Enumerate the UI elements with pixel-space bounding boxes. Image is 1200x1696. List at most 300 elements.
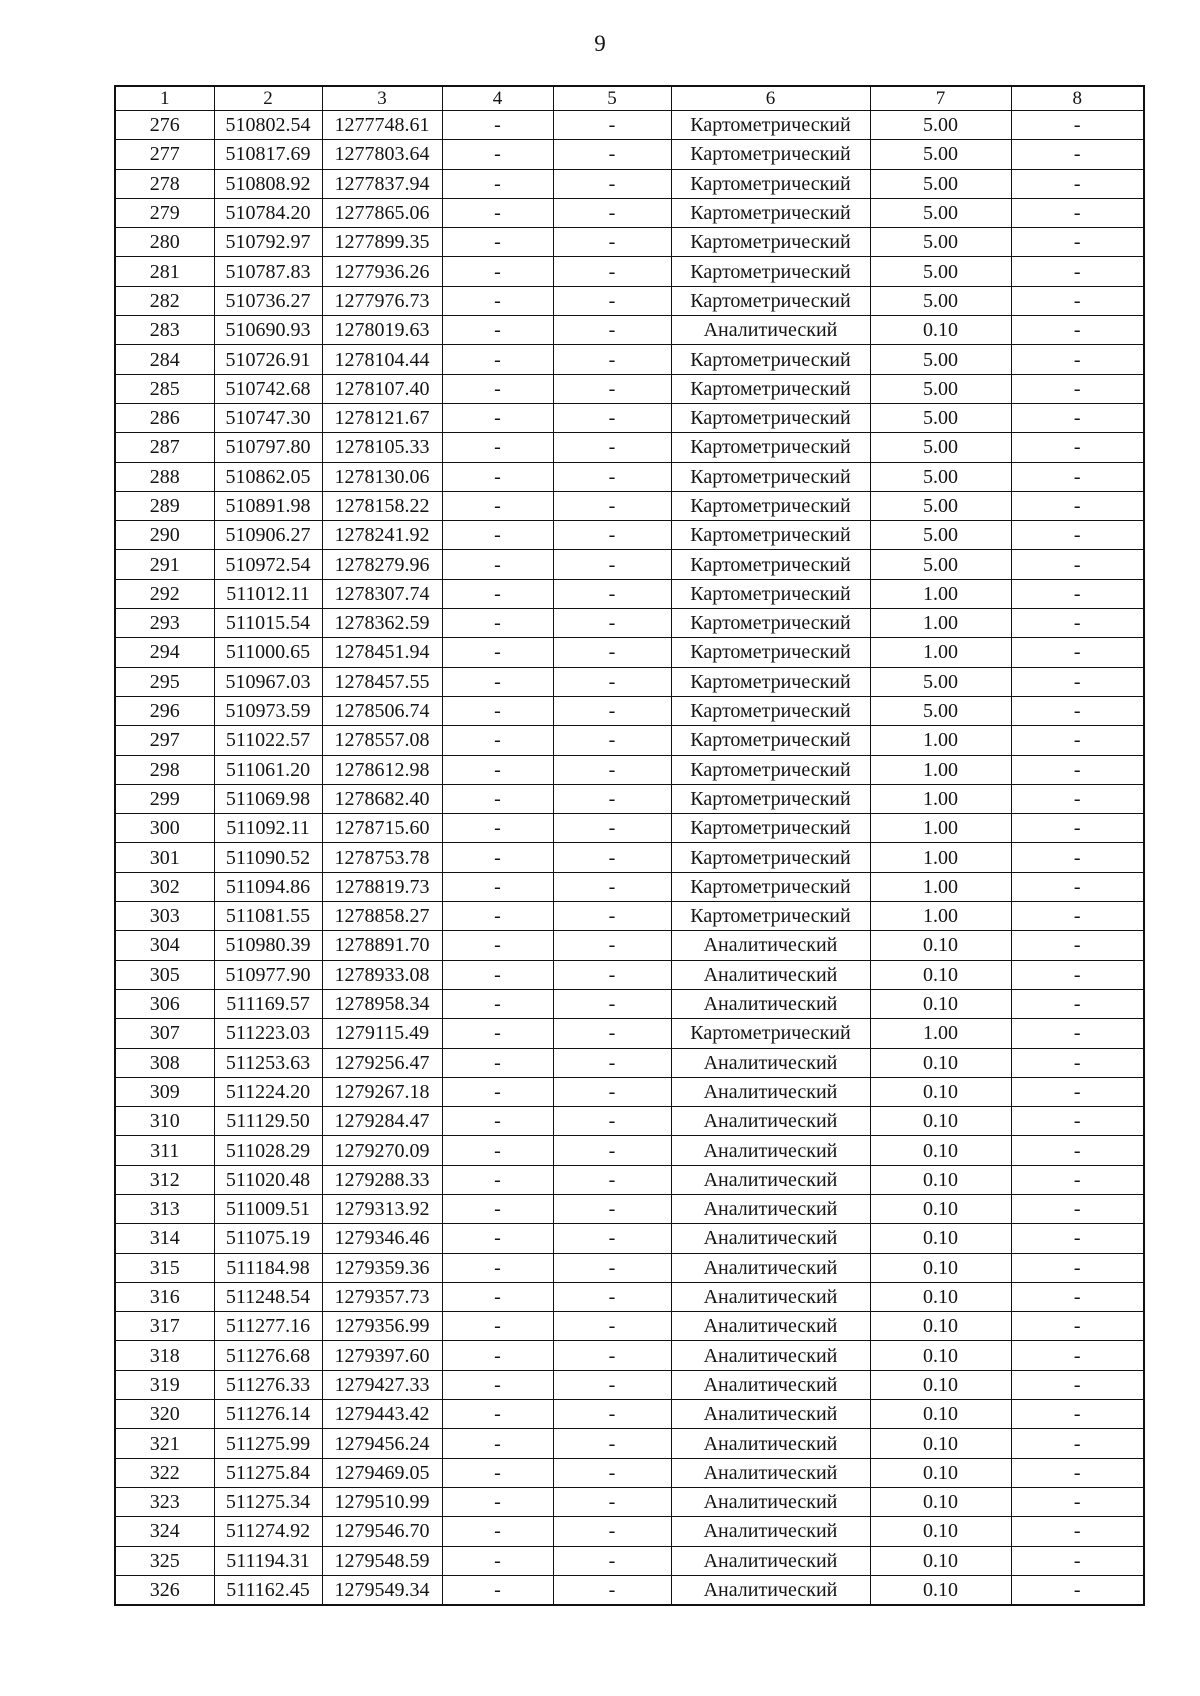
- method-cell: Картометрический: [671, 784, 870, 813]
- method-cell: Картометрический: [671, 111, 870, 140]
- column-5-cell: -: [553, 1253, 671, 1282]
- column-5-cell: -: [553, 1136, 671, 1165]
- method-cell: Аналитический: [671, 1370, 870, 1399]
- column-5-cell: -: [553, 755, 671, 784]
- accuracy-cell: 0.10: [870, 1136, 1011, 1165]
- column-4-cell: -: [442, 755, 553, 784]
- y-coordinate-cell: 1278858.27: [322, 902, 442, 931]
- column-8-cell: -: [1011, 1400, 1144, 1429]
- x-coordinate-cell: 510784.20: [214, 198, 322, 227]
- x-coordinate-cell: 511009.51: [214, 1194, 322, 1223]
- column-header: 5: [553, 86, 671, 111]
- y-coordinate-cell: 1277936.26: [322, 257, 442, 286]
- table-row: [115, 1282, 1144, 1311]
- y-coordinate-cell: 1278506.74: [322, 696, 442, 725]
- x-coordinate-cell: 510787.83: [214, 257, 322, 286]
- table-row: [115, 1077, 1144, 1106]
- column-5-cell: -: [553, 1224, 671, 1253]
- method-cell: Аналитический: [671, 989, 870, 1018]
- column-5-cell: -: [553, 198, 671, 227]
- column-8-cell: -: [1011, 374, 1144, 403]
- y-coordinate-cell: 1278557.08: [322, 726, 442, 755]
- accuracy-cell: 0.10: [870, 1487, 1011, 1516]
- column-5-cell: -: [553, 257, 671, 286]
- y-coordinate-cell: 1279267.18: [322, 1077, 442, 1106]
- x-coordinate-cell: 511015.54: [214, 609, 322, 638]
- column-8-cell: -: [1011, 1077, 1144, 1106]
- column-5-cell: -: [553, 872, 671, 901]
- x-coordinate-cell: 511275.84: [214, 1458, 322, 1487]
- column-5-cell: -: [553, 726, 671, 755]
- accuracy-cell: 0.10: [870, 1194, 1011, 1223]
- accuracy-cell: 5.00: [870, 491, 1011, 520]
- method-cell: Аналитический: [671, 1077, 870, 1106]
- table-row: [115, 491, 1144, 520]
- accuracy-cell: 0.10: [870, 1312, 1011, 1341]
- coordinates-table-wrapper: [114, 85, 1145, 1606]
- x-coordinate-cell: 511277.16: [214, 1312, 322, 1341]
- table-header-row: [115, 86, 1144, 111]
- method-cell: Картометрический: [671, 1019, 870, 1048]
- column-8-cell: -: [1011, 1517, 1144, 1546]
- column-4-cell: -: [442, 609, 553, 638]
- table-row: [115, 1253, 1144, 1282]
- y-coordinate-cell: 1279548.59: [322, 1546, 442, 1575]
- x-coordinate-cell: 510736.27: [214, 286, 322, 315]
- column-5-cell: -: [553, 345, 671, 374]
- method-cell: Картометрический: [671, 433, 870, 462]
- column-5-cell: -: [553, 902, 671, 931]
- method-cell: Аналитический: [671, 1136, 870, 1165]
- point-number-cell: 277: [115, 140, 214, 169]
- column-8-cell: -: [1011, 989, 1144, 1018]
- method-cell: Аналитический: [671, 1253, 870, 1282]
- column-4-cell: -: [442, 286, 553, 315]
- column-5-cell: -: [553, 1341, 671, 1370]
- column-8-cell: -: [1011, 609, 1144, 638]
- column-8-cell: -: [1011, 1312, 1144, 1341]
- y-coordinate-cell: 1279510.99: [322, 1487, 442, 1516]
- table-row: [115, 286, 1144, 315]
- column-4-cell: -: [442, 345, 553, 374]
- method-cell: Аналитический: [671, 1312, 870, 1341]
- accuracy-cell: 5.00: [870, 521, 1011, 550]
- table-row: [115, 1048, 1144, 1077]
- column-8-cell: -: [1011, 198, 1144, 227]
- column-4-cell: -: [442, 1458, 553, 1487]
- point-number-cell: 280: [115, 228, 214, 257]
- point-number-cell: 316: [115, 1282, 214, 1311]
- x-coordinate-cell: 510742.68: [214, 374, 322, 403]
- point-number-cell: 293: [115, 609, 214, 638]
- table-row: [115, 902, 1144, 931]
- column-5-cell: -: [553, 462, 671, 491]
- method-cell: Аналитический: [671, 931, 870, 960]
- column-5-cell: -: [553, 1165, 671, 1194]
- point-number-cell: 309: [115, 1077, 214, 1106]
- y-coordinate-cell: 1279456.24: [322, 1429, 442, 1458]
- point-number-cell: 283: [115, 316, 214, 345]
- column-8-cell: -: [1011, 550, 1144, 579]
- x-coordinate-cell: 511069.98: [214, 784, 322, 813]
- y-coordinate-cell: 1278019.63: [322, 316, 442, 345]
- column-4-cell: -: [442, 667, 553, 696]
- column-8-cell: -: [1011, 1458, 1144, 1487]
- y-coordinate-cell: 1279356.99: [322, 1312, 442, 1341]
- accuracy-cell: 1.00: [870, 609, 1011, 638]
- column-4-cell: -: [442, 198, 553, 227]
- method-cell: Аналитический: [671, 960, 870, 989]
- column-header: 4: [442, 86, 553, 111]
- column-8-cell: -: [1011, 872, 1144, 901]
- method-cell: Картометрический: [671, 374, 870, 403]
- table-row: [115, 1575, 1144, 1605]
- table-row: [115, 989, 1144, 1018]
- accuracy-cell: 1.00: [870, 872, 1011, 901]
- table-row: [115, 111, 1144, 140]
- accuracy-cell: 5.00: [870, 374, 1011, 403]
- column-5-cell: -: [553, 1400, 671, 1429]
- table-row: [115, 1312, 1144, 1341]
- column-4-cell: -: [442, 1312, 553, 1341]
- table-row: [115, 228, 1144, 257]
- y-coordinate-cell: 1277837.94: [322, 169, 442, 198]
- column-4-cell: -: [442, 1487, 553, 1516]
- method-cell: Картометрический: [671, 198, 870, 227]
- column-8-cell: -: [1011, 902, 1144, 931]
- accuracy-cell: 1.00: [870, 1019, 1011, 1048]
- table-row: [115, 755, 1144, 784]
- column-5-cell: -: [553, 1487, 671, 1516]
- point-number-cell: 284: [115, 345, 214, 374]
- x-coordinate-cell: 511000.65: [214, 638, 322, 667]
- x-coordinate-cell: 510967.03: [214, 667, 322, 696]
- accuracy-cell: 0.10: [870, 1165, 1011, 1194]
- x-coordinate-cell: 511276.33: [214, 1370, 322, 1399]
- point-number-cell: 289: [115, 491, 214, 520]
- accuracy-cell: 0.10: [870, 1517, 1011, 1546]
- column-4-cell: -: [442, 1400, 553, 1429]
- method-cell: Картометрический: [671, 579, 870, 608]
- column-8-cell: -: [1011, 1224, 1144, 1253]
- method-cell: Картометрический: [671, 609, 870, 638]
- column-5-cell: -: [553, 1575, 671, 1605]
- column-5-cell: -: [553, 1048, 671, 1077]
- column-4-cell: -: [442, 579, 553, 608]
- y-coordinate-cell: 1279256.47: [322, 1048, 442, 1077]
- column-header: 3: [322, 86, 442, 111]
- point-number-cell: 286: [115, 403, 214, 432]
- y-coordinate-cell: 1278307.74: [322, 579, 442, 608]
- accuracy-cell: 0.10: [870, 960, 1011, 989]
- column-8-cell: -: [1011, 1429, 1144, 1458]
- accuracy-cell: 5.00: [870, 228, 1011, 257]
- x-coordinate-cell: 511275.34: [214, 1487, 322, 1516]
- method-cell: Аналитический: [671, 1341, 870, 1370]
- method-cell: Аналитический: [671, 1107, 870, 1136]
- point-number-cell: 323: [115, 1487, 214, 1516]
- column-header: 1: [115, 86, 214, 111]
- point-number-cell: 318: [115, 1341, 214, 1370]
- method-cell: Аналитический: [671, 1517, 870, 1546]
- column-4-cell: -: [442, 960, 553, 989]
- y-coordinate-cell: 1277899.35: [322, 228, 442, 257]
- y-coordinate-cell: 1278612.98: [322, 755, 442, 784]
- point-number-cell: 312: [115, 1165, 214, 1194]
- y-coordinate-cell: 1279549.34: [322, 1575, 442, 1605]
- column-8-cell: -: [1011, 286, 1144, 315]
- accuracy-cell: 1.00: [870, 784, 1011, 813]
- page-number: 9: [594, 31, 606, 56]
- column-4-cell: -: [442, 1165, 553, 1194]
- table-row: [115, 1341, 1144, 1370]
- accuracy-cell: 0.10: [870, 931, 1011, 960]
- table-row: [115, 667, 1144, 696]
- y-coordinate-cell: 1277865.06: [322, 198, 442, 227]
- point-number-cell: 287: [115, 433, 214, 462]
- column-5-cell: -: [553, 989, 671, 1018]
- table-row: [115, 403, 1144, 432]
- column-4-cell: -: [442, 316, 553, 345]
- column-4-cell: -: [442, 462, 553, 491]
- column-5-cell: -: [553, 228, 671, 257]
- table-row: [115, 1224, 1144, 1253]
- point-number-cell: 278: [115, 169, 214, 198]
- column-4-cell: -: [442, 433, 553, 462]
- column-4-cell: -: [442, 257, 553, 286]
- y-coordinate-cell: 1278158.22: [322, 491, 442, 520]
- column-5-cell: -: [553, 403, 671, 432]
- method-cell: Картометрический: [671, 491, 870, 520]
- point-number-cell: 310: [115, 1107, 214, 1136]
- y-coordinate-cell: 1277748.61: [322, 111, 442, 140]
- y-coordinate-cell: 1278121.67: [322, 403, 442, 432]
- column-8-cell: -: [1011, 491, 1144, 520]
- method-cell: Аналитический: [671, 1487, 870, 1516]
- point-number-cell: 320: [115, 1400, 214, 1429]
- y-coordinate-cell: 1278104.44: [322, 345, 442, 374]
- point-number-cell: 281: [115, 257, 214, 286]
- point-number-cell: 303: [115, 902, 214, 931]
- table-row: [115, 169, 1144, 198]
- column-8-cell: -: [1011, 726, 1144, 755]
- column-8-cell: -: [1011, 1136, 1144, 1165]
- method-cell: Картометрический: [671, 286, 870, 315]
- table-row: [115, 726, 1144, 755]
- column-header: 7: [870, 86, 1011, 111]
- column-8-cell: -: [1011, 345, 1144, 374]
- column-8-cell: -: [1011, 403, 1144, 432]
- column-5-cell: -: [553, 814, 671, 843]
- column-8-cell: -: [1011, 1282, 1144, 1311]
- table-row: [115, 1165, 1144, 1194]
- accuracy-cell: 0.10: [870, 1370, 1011, 1399]
- column-8-cell: -: [1011, 433, 1144, 462]
- y-coordinate-cell: 1278715.60: [322, 814, 442, 843]
- method-cell: Картометрический: [671, 667, 870, 696]
- accuracy-cell: 1.00: [870, 579, 1011, 608]
- point-number-cell: 322: [115, 1458, 214, 1487]
- y-coordinate-cell: 1278819.73: [322, 872, 442, 901]
- method-cell: Аналитический: [671, 1575, 870, 1605]
- y-coordinate-cell: 1277976.73: [322, 286, 442, 315]
- accuracy-cell: 5.00: [870, 696, 1011, 725]
- y-coordinate-cell: 1279313.92: [322, 1194, 442, 1223]
- table-row: [115, 1546, 1144, 1575]
- y-coordinate-cell: 1278451.94: [322, 638, 442, 667]
- column-8-cell: -: [1011, 1165, 1144, 1194]
- method-cell: Аналитический: [671, 1048, 870, 1077]
- table-row: [115, 609, 1144, 638]
- accuracy-cell: 5.00: [870, 667, 1011, 696]
- point-number-cell: 298: [115, 755, 214, 784]
- point-number-cell: 302: [115, 872, 214, 901]
- x-coordinate-cell: 510690.93: [214, 316, 322, 345]
- column-4-cell: -: [442, 1282, 553, 1311]
- accuracy-cell: 0.10: [870, 316, 1011, 345]
- method-cell: Картометрический: [671, 228, 870, 257]
- table-row: [115, 1458, 1144, 1487]
- column-4-cell: -: [442, 1019, 553, 1048]
- accuracy-cell: 5.00: [870, 111, 1011, 140]
- column-4-cell: -: [442, 403, 553, 432]
- table-row: [115, 931, 1144, 960]
- point-number-cell: 307: [115, 1019, 214, 1048]
- y-coordinate-cell: 1279397.60: [322, 1341, 442, 1370]
- column-4-cell: -: [442, 1107, 553, 1136]
- column-4-cell: -: [442, 1224, 553, 1253]
- method-cell: Аналитический: [671, 1282, 870, 1311]
- column-8-cell: -: [1011, 1019, 1144, 1048]
- accuracy-cell: 0.10: [870, 1546, 1011, 1575]
- accuracy-cell: 0.10: [870, 1341, 1011, 1370]
- point-number-cell: 301: [115, 843, 214, 872]
- column-4-cell: -: [442, 843, 553, 872]
- column-4-cell: -: [442, 902, 553, 931]
- y-coordinate-cell: 1278933.08: [322, 960, 442, 989]
- method-cell: Картометрический: [671, 696, 870, 725]
- table-row: [115, 257, 1144, 286]
- y-coordinate-cell: 1279284.47: [322, 1107, 442, 1136]
- method-cell: Картометрический: [671, 403, 870, 432]
- y-coordinate-cell: 1278958.34: [322, 989, 442, 1018]
- x-coordinate-cell: 510792.97: [214, 228, 322, 257]
- column-8-cell: -: [1011, 931, 1144, 960]
- y-coordinate-cell: 1279115.49: [322, 1019, 442, 1048]
- method-cell: Картометрический: [671, 902, 870, 931]
- table-row: [115, 814, 1144, 843]
- y-coordinate-cell: 1279469.05: [322, 1458, 442, 1487]
- accuracy-cell: 5.00: [870, 550, 1011, 579]
- accuracy-cell: 0.10: [870, 1224, 1011, 1253]
- x-coordinate-cell: 511028.29: [214, 1136, 322, 1165]
- column-8-cell: -: [1011, 843, 1144, 872]
- column-8-cell: -: [1011, 521, 1144, 550]
- column-4-cell: -: [442, 1136, 553, 1165]
- accuracy-cell: 5.00: [870, 198, 1011, 227]
- x-coordinate-cell: 511275.99: [214, 1429, 322, 1458]
- table-row: [115, 696, 1144, 725]
- column-5-cell: -: [553, 374, 671, 403]
- accuracy-cell: 0.10: [870, 1458, 1011, 1487]
- x-coordinate-cell: 510862.05: [214, 462, 322, 491]
- column-5-cell: -: [553, 579, 671, 608]
- point-number-cell: 324: [115, 1517, 214, 1546]
- accuracy-cell: 0.10: [870, 989, 1011, 1018]
- method-cell: Картометрический: [671, 169, 870, 198]
- accuracy-cell: 5.00: [870, 286, 1011, 315]
- y-coordinate-cell: 1277803.64: [322, 140, 442, 169]
- x-coordinate-cell: 511022.57: [214, 726, 322, 755]
- column-8-cell: -: [1011, 1546, 1144, 1575]
- table-row: [115, 462, 1144, 491]
- column-8-cell: -: [1011, 960, 1144, 989]
- accuracy-cell: 5.00: [870, 433, 1011, 462]
- y-coordinate-cell: 1279427.33: [322, 1370, 442, 1399]
- column-8-cell: -: [1011, 1107, 1144, 1136]
- method-cell: Картометрический: [671, 257, 870, 286]
- table-row: [115, 550, 1144, 579]
- accuracy-cell: 0.10: [870, 1048, 1011, 1077]
- accuracy-cell: 1.00: [870, 726, 1011, 755]
- x-coordinate-cell: 510891.98: [214, 491, 322, 520]
- column-5-cell: -: [553, 1107, 671, 1136]
- accuracy-cell: 1.00: [870, 902, 1011, 931]
- method-cell: Картометрический: [671, 521, 870, 550]
- column-5-cell: -: [553, 286, 671, 315]
- accuracy-cell: 5.00: [870, 403, 1011, 432]
- accuracy-cell: 0.10: [870, 1429, 1011, 1458]
- table-row: [115, 1517, 1144, 1546]
- accuracy-cell: 5.00: [870, 169, 1011, 198]
- point-number-cell: 288: [115, 462, 214, 491]
- method-cell: Аналитический: [671, 1458, 870, 1487]
- x-coordinate-cell: 511184.98: [214, 1253, 322, 1282]
- method-cell: Аналитический: [671, 1224, 870, 1253]
- x-coordinate-cell: 511094.86: [214, 872, 322, 901]
- table-body: [115, 111, 1144, 1606]
- table-row: [115, 843, 1144, 872]
- column-4-cell: -: [442, 140, 553, 169]
- y-coordinate-cell: 1279346.46: [322, 1224, 442, 1253]
- method-cell: Картометрический: [671, 345, 870, 374]
- column-4-cell: -: [442, 1077, 553, 1106]
- column-5-cell: -: [553, 140, 671, 169]
- column-4-cell: -: [442, 111, 553, 140]
- x-coordinate-cell: 511162.45: [214, 1575, 322, 1605]
- y-coordinate-cell: 1278753.78: [322, 843, 442, 872]
- column-5-cell: -: [553, 1517, 671, 1546]
- coordinates-table: [114, 85, 1145, 1606]
- x-coordinate-cell: 511248.54: [214, 1282, 322, 1311]
- y-coordinate-cell: 1278107.40: [322, 374, 442, 403]
- table-row: [115, 1487, 1144, 1516]
- table-row: [115, 1136, 1144, 1165]
- column-header: 6: [671, 86, 870, 111]
- column-4-cell: -: [442, 1517, 553, 1546]
- column-4-cell: -: [442, 696, 553, 725]
- column-8-cell: -: [1011, 169, 1144, 198]
- x-coordinate-cell: 511274.92: [214, 1517, 322, 1546]
- accuracy-cell: 5.00: [870, 462, 1011, 491]
- column-5-cell: -: [553, 784, 671, 813]
- column-5-cell: -: [553, 1194, 671, 1223]
- accuracy-cell: 0.10: [870, 1107, 1011, 1136]
- column-5-cell: -: [553, 491, 671, 520]
- column-header: 8: [1011, 86, 1144, 111]
- point-number-cell: 305: [115, 960, 214, 989]
- method-cell: Аналитический: [671, 1194, 870, 1223]
